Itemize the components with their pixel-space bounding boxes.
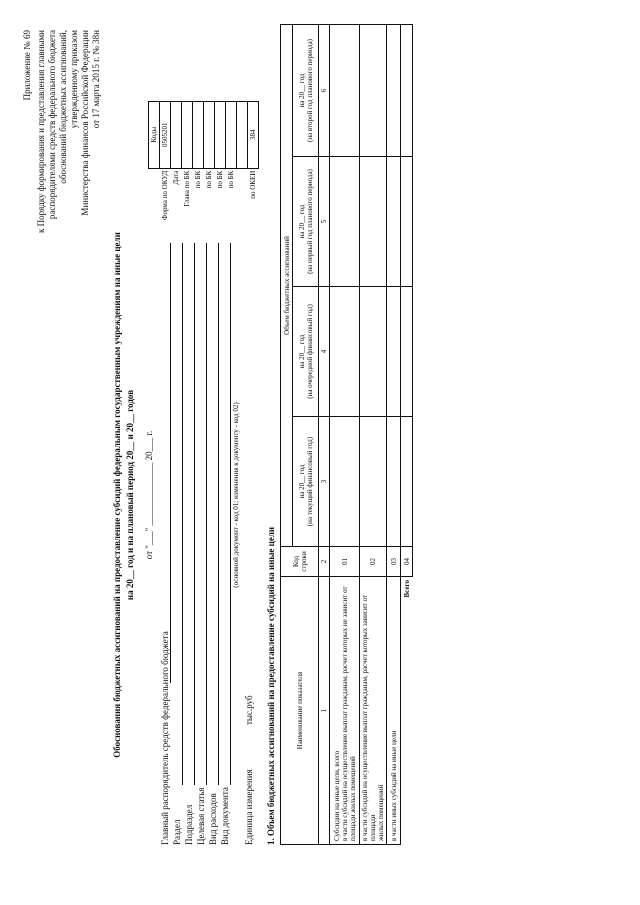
codes-label: Дата <box>172 170 180 185</box>
appendix-line-1: к Порядку формирования и представления главными <box>36 30 46 234</box>
field-line <box>170 243 171 683</box>
form-period: на 20__ год и на плановый период 20__ и 20__ годов <box>125 389 135 601</box>
col-number: 3 <box>319 417 330 547</box>
form-date: от "___" ______________ 20___ г. <box>144 430 154 560</box>
appendix-line-5: Министерства финансов Российской Федерации <box>80 30 90 216</box>
codes-label: по БК <box>227 170 235 189</box>
field-label: Целевая статья <box>196 787 206 845</box>
codes-label: по БК <box>194 170 202 189</box>
field-label: Подраздел <box>184 804 194 845</box>
codes-label: Глава по БК <box>183 170 191 207</box>
total-label: Всего <box>402 580 411 598</box>
row-code: 03 <box>387 547 401 577</box>
row-name: в части иных субсидий на иные цели <box>387 577 401 845</box>
code-date <box>171 101 182 168</box>
header-col5: на 20__ год (на первый год планового периода) <box>293 157 319 287</box>
col-number: 1 <box>319 577 330 845</box>
appendix-line-6: от 17 марта 2015 г. № 38н <box>91 30 101 129</box>
main-table <box>280 24 413 845</box>
code-glava <box>182 101 193 168</box>
code-okud: 0505201 <box>160 101 171 168</box>
header-volume: Объем бюджетных ассигнований <box>281 24 293 546</box>
doc-kind-note: (основной документ - код 01; изменения к документу - код 02) <box>232 402 240 588</box>
row-code: 02 <box>360 547 387 577</box>
form-title: Обоснования бюджетных ассигнований на предоставление субсидий федеральным государственным учреждениям на иные цели <box>112 232 122 758</box>
unit-label: Единица измерения <box>244 769 254 845</box>
field-line <box>218 243 219 785</box>
section1-title: 1. Объем бюджетных ассигнований на предоставление субсидий на иные цели <box>266 526 276 845</box>
field-line <box>230 243 231 785</box>
col-number: 5 <box>319 157 330 287</box>
codes-table <box>148 101 259 222</box>
row-name: Субсидии на иные цели, всего в части субсидий на осуществление выплат гражданам, расчет которых не зависит от площади жилых помещений <box>330 577 360 845</box>
codes-header: Коды <box>149 101 160 168</box>
header-col4: на 20__ год (на очередной финансовый год) <box>293 287 319 417</box>
field-label: Вид расходов <box>208 793 218 845</box>
col-number: 2 <box>319 547 330 577</box>
appendix-line-3: обоснований бюджетных ассигнований, <box>58 30 68 184</box>
appendix-number: Приложение № 69 <box>22 30 32 101</box>
codes-label <box>237 168 248 222</box>
table-row <box>360 24 387 844</box>
table-row <box>387 24 401 844</box>
codes-label: по ОКЕИ <box>249 170 257 199</box>
codes-label: Форма по ОКУД <box>161 170 169 220</box>
field-label: Главный распорядитель средств федерального бюджета <box>160 631 170 845</box>
row-code: 01 <box>330 547 360 577</box>
header-code: Код строки <box>281 547 319 577</box>
code-razdel <box>193 101 204 168</box>
code-podrazdel <box>204 101 215 168</box>
table-row-total <box>401 24 413 844</box>
header-col3: на 20__ год (на текущий финансовый год) <box>293 417 319 547</box>
appendix-line-2: распорядителями средств федерального бюджета <box>47 30 57 220</box>
code-okei: 384 <box>248 101 259 168</box>
code-doc <box>237 101 248 168</box>
total-code: 04 <box>401 547 413 577</box>
header-col6: на 20__ год (на второй год планового периода) <box>293 24 319 156</box>
code-vr <box>226 101 237 168</box>
codes-label: по БК <box>205 170 213 189</box>
header-name: Наименование показателя <box>281 577 319 845</box>
field-line <box>182 243 183 785</box>
codes-label: по БК <box>216 170 224 189</box>
field-line <box>194 243 195 785</box>
field-label: Вид документа <box>220 787 230 845</box>
row-name: в части субсидий на осуществление выплат гражданам, расчет которых зависит от площади жилых помещений <box>360 577 387 845</box>
table-row <box>330 24 360 844</box>
appendix-line-4: утвержденному приказом <box>69 30 79 129</box>
code-cs <box>215 101 226 168</box>
field-line <box>206 243 207 785</box>
field-label: Раздел <box>172 819 182 845</box>
col-number: 4 <box>319 287 330 417</box>
unit-value: тыс.руб <box>244 695 254 725</box>
col-number: 6 <box>319 24 330 156</box>
